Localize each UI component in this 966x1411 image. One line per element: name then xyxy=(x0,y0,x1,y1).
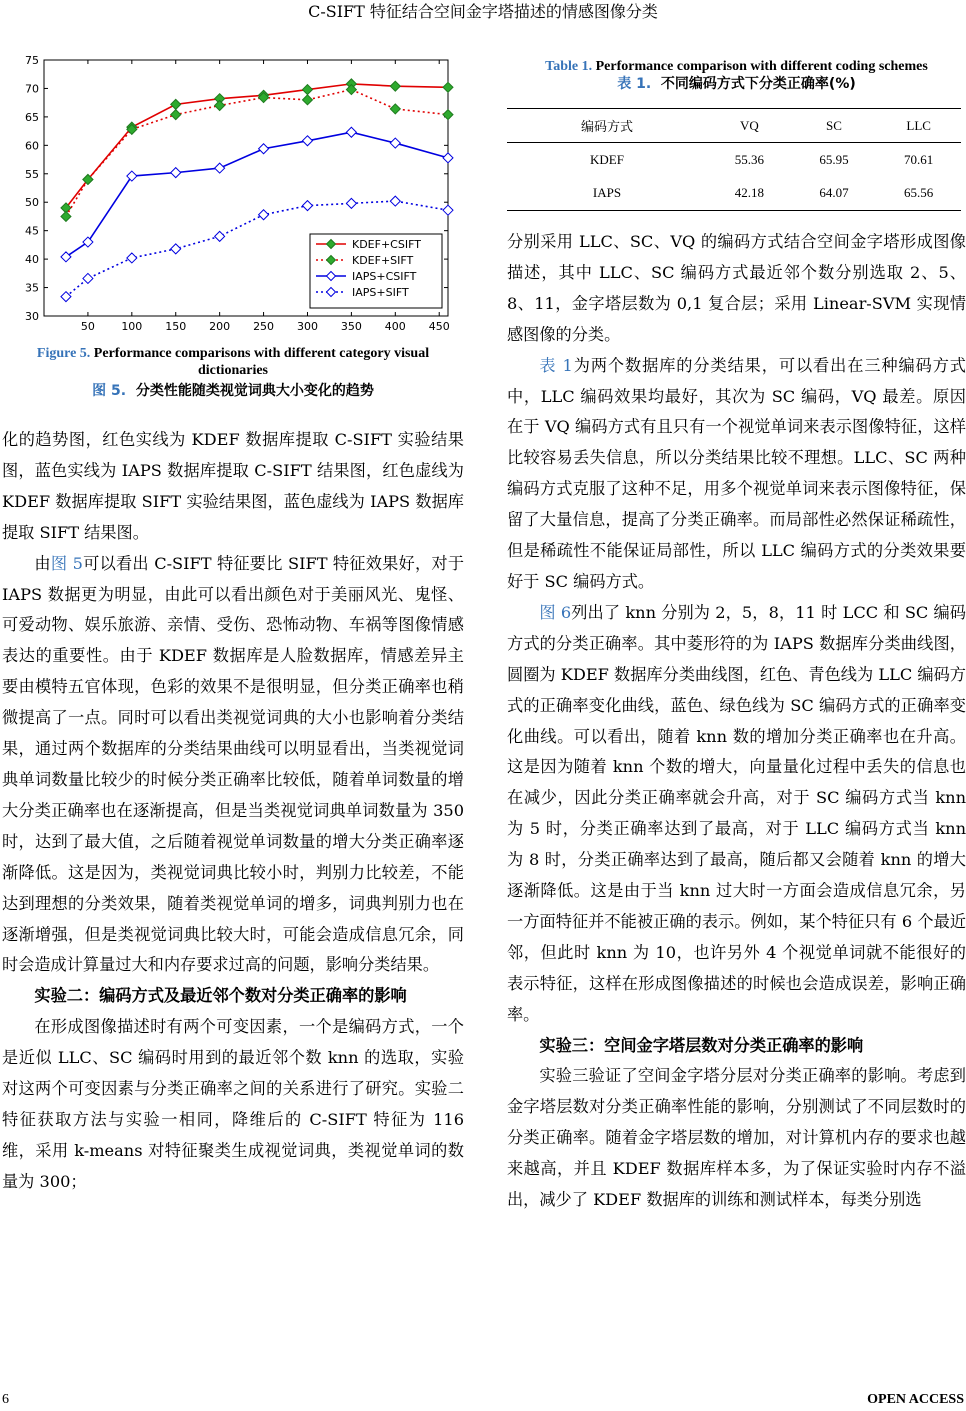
figure-5-label-en: Figure 5. xyxy=(36,346,91,361)
figure-5-label-zh: 图 5. xyxy=(92,383,127,399)
section-heading-experiment-3: 实验三：空间金字塔层数对分类正确率的影响 xyxy=(539,1035,864,1055)
x-tick-label: 100 xyxy=(121,320,143,333)
table-1-reference-link[interactable]: 表 1 xyxy=(539,355,573,375)
column-header: SC xyxy=(826,117,842,133)
x-tick-label: 350 xyxy=(340,320,362,333)
paragraph xyxy=(507,351,966,598)
legend-label: IAPS+SIFT xyxy=(352,286,409,299)
y-tick-label: 40 xyxy=(25,253,39,267)
y-tick-label: 70 xyxy=(25,82,39,96)
paragraph xyxy=(507,598,966,1031)
y-tick-label: 50 xyxy=(25,196,39,210)
paragraph-lead: 由 xyxy=(34,553,51,573)
table-1-caption-zh xyxy=(507,75,966,94)
figure-5-caption-en xyxy=(2,345,464,379)
table-cell: 65.95 xyxy=(819,151,849,167)
table-cell: 70.61 xyxy=(904,151,934,167)
figure-5-reference-link[interactable]: 图 5 xyxy=(50,553,83,573)
paragraph-body: 列出了 knn 分别为 2，5，8，11 时 LCC 和 SC 编码方式的分类正确率。其中菱形符的为 IAPS 数据库分类曲线图，圆圈为 KDEF 数据库分类曲线图，红色、青色线为 LLC 编码方式的正确率变化曲线，蓝色、绿色线为 SC 编码方式的正确率变化曲线。可以看出，随着 knn 数的增加分类正确率也在升高。这是因为随着 knn 个数的增大，向量量化过程中丢失的信息也在减少，因此分类正确率就会升高，对于 SC 编码方式当 knn 为 5 时，分类正确率达到了最高，对于 LLC 编码方式当 knn 为 8 时，分类正确率达到了最高，随后都又会随着 knn 的增大逐渐降低。这是由于当 knn 过大时一方面会造成信息冗余，另一方面特征并不能被正确的表示。例如，某个特征只有 6 个最近邻，但此时 knn 为 10，也许另外 4 个视觉单词就不能很好的表示特征，这样在形成图像描述的时候也会造成误差，影响正确率。 xyxy=(507,602,966,1024)
paragraph: 化的趋势图，红色实线为 KDEF 数据库提取 C-SIFT 实验结果图，蓝色实线为 IAPS 数据库提取 C-SIFT 结果图，红色虚线为 KDEF 数据库提取 SIFT 实验结果图，蓝色虚线为 IAPS 数据库提取 SIFT 结果图。 xyxy=(2,430,464,542)
running-header: C-SIFT 特征结合空间金字塔描述的情感图像分类 xyxy=(308,2,658,21)
x-tick-label: 150 xyxy=(165,320,187,333)
y-tick-label: 30 xyxy=(25,310,39,323)
table-cell: KDEF xyxy=(590,151,624,167)
y-tick-label: 35 xyxy=(25,281,39,295)
y-tick-label: 55 xyxy=(25,167,39,181)
table-1-caption-zh-text: 不同编码方式下分类正确率(%) xyxy=(660,76,856,92)
y-tick-label: 45 xyxy=(25,224,39,238)
table-cell: 55.36 xyxy=(734,151,764,167)
table-cell: IAPS xyxy=(592,185,622,201)
table-cell: 42.18 xyxy=(734,185,764,201)
legend-label: KDEF+CSIFT xyxy=(352,238,421,251)
table-1 xyxy=(507,108,961,211)
left-column xyxy=(2,50,465,1191)
table-cell: 65.56 xyxy=(904,185,934,201)
paragraph: 实验三验证了空间金字塔分层对分类正确率的影响。考虑到金字塔层数对分类正确率性能的影响，分别测试了不同层数时的分类正确率。随着金字塔层数的增加，对计算机内存的要求也越来越高，并且 KDEF 数据库样本多，为了保证实验时内存不溢出，减少了 KDEF 数据库的训练和测试样本，每类分别选 xyxy=(507,1066,966,1210)
column-header: 编码方式 xyxy=(580,119,633,134)
paragraph-body: 可以看出 C-SIFT 特征要比 SIFT 特征效果好，对于 IAPS 数据更为明显，由此可以看出颜色对于美丽风光、鬼怪、可爱动物、娱乐旅游、亲情、受伤、恐怖动物、车祸等图像情感表达的重要性。由于 KDEF 数据库是人脸数据库，情感差异主要由模特五官体现，色彩的效果不是很明显，但分类正确率也稍微提高了一点。同时可以看出类视觉词典的大小也影响着分类结果，通过两个数据库的分类结果曲线可以明显看出，当类视觉词典单词数量比较少的时候分类正确率比较低，随着单词数量的增大分类正确率也在逐渐提高，但是当类视觉词典单词数量为 350 时，达到了最大值，之后随着视觉单词数量的增大分类正确率逐渐降低。这是因为，类视觉词典比较小时，判别力比较差，不能达到理想的分类效果，随着类视觉单词的增多，词典判别力也在逐渐增强，但是类视觉词典比较大时，可能会造成信息冗余，同时会造成计算量过大和内存要求过高的问题，影响分类结果。 xyxy=(2,553,465,975)
legend-label: KDEF+SIFT xyxy=(352,254,414,267)
column-header: VQ xyxy=(739,117,759,133)
y-tick-label: 75 xyxy=(25,54,39,67)
paragraph: 在形成图像描述时有两个可变因素，一个是编码方式，一个是近似 LLC、SC 编码时用到的最近邻个数 knn 的选取，实验对这两个可变因素与分类正确率之间的关系进行了研究。实验二特征获取方法与实验一相同，降维后的 C-SIFT 特征为 116 维，采用 k-means 对特征聚类生成视觉词典，类视觉单词的数量为 300； xyxy=(2,1017,464,1191)
y-tick-label: 65 xyxy=(25,110,39,124)
paragraph-body: 为两个数据库的分类结果，可以看出在三种编码方式中，LLC 编码效果均最好，其次为 SC 编码，VQ 最差。原因在于 VQ 编码方式有且只有一个视觉单词来表示图像特征，这样比较容易丢失信息，所以分类结果比较不理想。LLC、SC 两种编码方式克服了这种不足，用多个视觉单词来表示图像特征，保留了大量信息，提高了分类正确率。而局部性必然保证稀疏性，但是稀疏性不能保证局部性，所以 LLC 编码方式的分类效果要好于 SC 编码方式。 xyxy=(507,355,966,591)
paragraph: 分别采用 LLC、SC、VQ 的编码方式结合空间金字塔形成图像描述，其中 LLC、SC 编码方式最近邻个数分别选取 2、5、8、11，金字塔层数为 0,1 复合层；采用 Linear-SVM 实现情感图像的分类。 xyxy=(507,232,966,344)
figure-5-caption-en-text: Performance comparisons with different category visual dictionaries xyxy=(93,346,430,378)
right-column xyxy=(507,50,966,1216)
figure-6-reference-link[interactable]: 图 6 xyxy=(539,602,572,622)
x-tick-label: 50 xyxy=(80,320,95,333)
x-tick-label: 200 xyxy=(209,320,231,333)
y-tick-label: 60 xyxy=(25,139,39,153)
figure-5 xyxy=(2,50,464,345)
table-1-label-zh: 表 1. xyxy=(617,76,652,92)
table-1-caption-en xyxy=(507,58,966,75)
x-tick-label: 250 xyxy=(253,320,275,333)
x-tick-label: 400 xyxy=(384,320,406,333)
table-row xyxy=(507,143,961,177)
right-body-text xyxy=(507,227,966,1216)
paragraph xyxy=(2,549,464,982)
left-body-text xyxy=(2,425,464,1198)
table-header-row xyxy=(507,109,961,143)
x-tick-label: 300 xyxy=(296,320,318,333)
column-header: LLC xyxy=(906,117,931,133)
table-1-label-en: Table 1. xyxy=(545,59,593,74)
table-row xyxy=(507,177,961,211)
page-number: 6 xyxy=(2,1392,9,1407)
legend-label: IAPS+CSIFT xyxy=(352,270,417,283)
x-tick-label: 450 xyxy=(428,320,450,333)
open-access-label: OPEN ACCESS xyxy=(867,1392,964,1407)
table-1-caption-en-text: Performance comparison with different coding schemes xyxy=(595,59,928,74)
table-cell: 64.07 xyxy=(819,185,849,201)
section-heading-experiment-2: 实验二：编码方式及最近邻个数对分类正确率的影响 xyxy=(34,986,407,1006)
figure-5-chart xyxy=(2,50,464,345)
figure-5-caption-zh-text: 分类性能随类视觉词典大小变化的趋势 xyxy=(135,383,374,399)
figure-5-caption-zh xyxy=(2,382,464,400)
